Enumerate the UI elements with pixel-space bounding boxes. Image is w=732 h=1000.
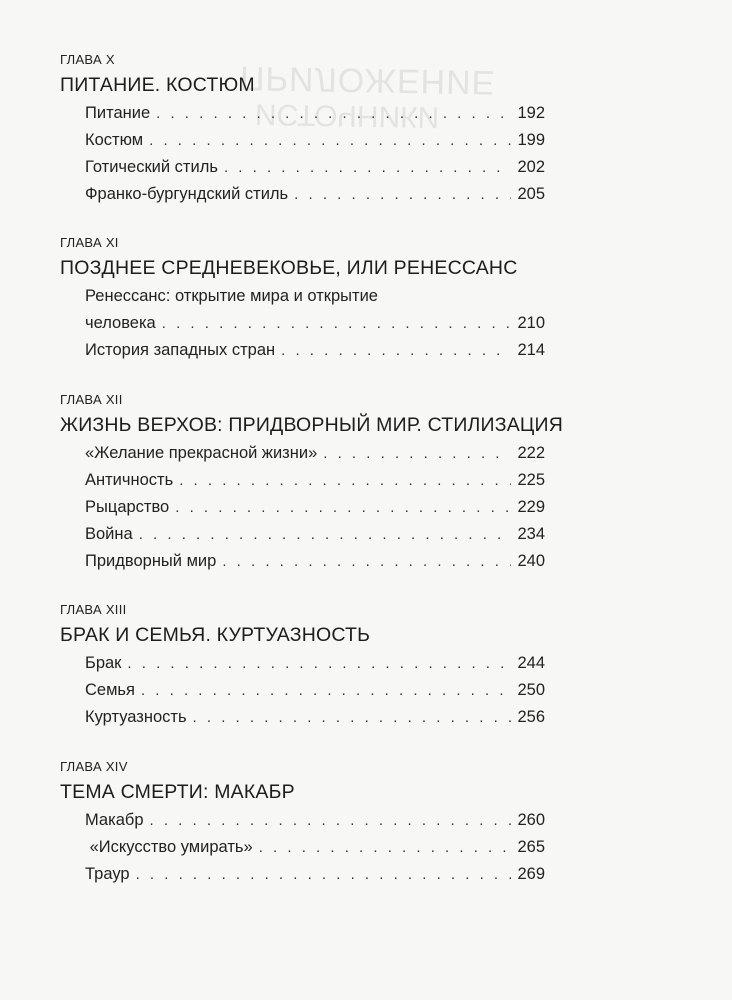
dot-leader [136,861,512,888]
dot-leader [127,650,511,677]
entry-page-number: 234 [517,525,545,543]
toc-entry[interactable] [85,548,545,575]
entry-title: Питание [85,104,151,122]
chapter-14 [60,757,545,888]
entry-title: «Желание прекрасной жизни» [85,444,318,462]
chapter-title: ПИТАНИЕ. КОСТЮМ [60,74,255,96]
chapter-title: БРАК И СЕМЬЯ. КУРТУАЗНОСТЬ [60,624,371,646]
entry-title: Античность [85,471,174,489]
chapter-label: ГЛАВА XIII [60,602,127,617]
dot-leader [139,521,512,548]
entry-title: История западных стран [85,341,276,359]
dot-leader [141,677,512,704]
dot-leader [224,154,512,181]
chapter-title: ТЕМА СМЕРТИ: МАКАБР [60,781,295,803]
chapter-10 [60,50,545,208]
dot-leader [323,440,511,467]
chapter-label: ГЛАВА X [60,52,115,67]
chapter-title: ЖИЗНЬ ВЕРХОВ: ПРИДВОРНЫЙ МИР. СТИЛИЗАЦИЯ [60,414,564,436]
entry-page-number: 210 [517,314,545,332]
entry-page-number: 222 [517,444,545,462]
entry-page-number: 260 [517,811,545,829]
chapter-label: ГЛАВА XIV [60,759,128,774]
chapter-label: ГЛАВА XI [60,235,119,250]
toc-entry[interactable] [85,650,545,677]
entry-title: Рыцарство [85,498,170,516]
toc-entry[interactable] [85,440,545,467]
chapter-label: ГЛАВА XII [60,392,123,407]
toc-entry[interactable] [85,337,545,364]
toc-entry[interactable] [85,154,545,181]
toc-entry[interactable] [85,704,545,731]
dot-leader [281,337,511,364]
toc-entry[interactable] [85,677,545,704]
dot-leader [156,100,511,127]
chapter-11 [60,233,545,364]
chapter-13 [60,600,545,731]
entry-page-number: 214 [517,341,545,359]
entry-title: Война [85,525,133,543]
dot-leader [162,310,512,337]
entry-page-number: 250 [517,681,545,699]
entry-page-number: 202 [517,158,545,176]
entry-title: Брак [85,654,122,672]
entry-page-number: 229 [517,498,545,516]
dot-leader [222,548,511,575]
entry-title: «Искусство умирать» [85,838,253,856]
dot-leader [150,807,512,834]
toc-entry[interactable] [85,181,545,208]
toc-entry-first-line[interactable] [85,283,545,310]
entry-title: Ренессанс: открытие мира и открытие [85,287,378,305]
toc-entry[interactable] [85,494,545,521]
entry-title: Траур [85,865,130,883]
toc-entry[interactable] [85,127,545,154]
entry-title: человека [85,314,156,332]
dot-leader [175,494,511,521]
toc-entry[interactable] [85,807,545,834]
dot-leader [149,127,511,154]
show-through-heading: ПРИЛОЖЕНИЕ [239,58,496,102]
dot-leader [193,704,512,731]
entry-title: Костюм [85,131,144,149]
entry-title: Франко-бургундский стиль [85,185,289,203]
dot-leader [294,181,511,208]
entry-title: Куртуазность [85,708,187,726]
entry-title: Придворный мир [85,552,217,570]
entry-page-number: 192 [517,104,545,122]
toc-entry[interactable] [85,834,545,861]
entry-page-number: 225 [517,471,545,489]
entry-title: Готический стиль [85,158,218,176]
show-through-heading-2: ИСТОЧНИКИ [254,97,440,134]
entry-page-number: 205 [517,185,545,203]
toc-entry[interactable] [85,100,545,127]
entry-page-number: 269 [517,865,545,883]
entry-page-number: 265 [517,838,545,856]
toc-entry[interactable] [85,467,545,494]
chapter-title: ПОЗДНЕЕ СРЕДНЕВЕКОВЬЕ, ИЛИ РЕНЕССАНС [60,257,518,279]
chapter-12 [60,390,564,575]
dot-leader [179,467,511,494]
entry-page-number: 240 [517,552,545,570]
toc-entry[interactable] [85,310,545,337]
entry-page-number: 256 [517,708,545,726]
entry-page-number: 199 [517,131,545,149]
toc-entry[interactable] [85,861,545,888]
entry-page-number: 244 [517,654,545,672]
dot-leader [259,834,512,861]
entry-title: Макабр [85,811,144,829]
entry-title: Семья [85,681,135,699]
toc-entry[interactable] [85,521,545,548]
